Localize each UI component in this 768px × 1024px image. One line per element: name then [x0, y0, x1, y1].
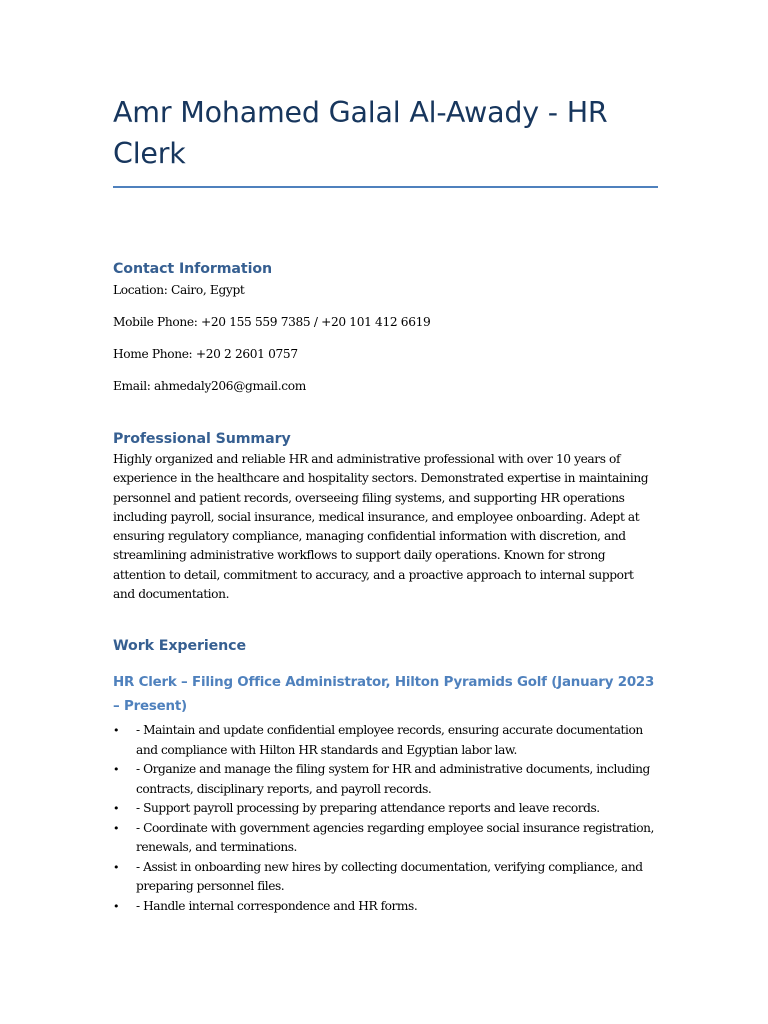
- contact-location: Location: Cairo, Egypt: [113, 283, 245, 297]
- bullet-icon: •: [113, 821, 120, 835]
- list-item: [113, 799, 658, 819]
- summary-text: Highly organized and reliable HR and administrative professional with over 10 years of experience in the healthcare and hospitality sectors. Demonstrated expertise in maintaining personnel and patient records, overseeing filing systems, and supporting HR operations including payroll, social insurance, medical insurance, and employee onboarding. Adept at ensuring regulatory compliance, managing confidential information with discretion, and streamlining administrative workflows to support daily operations. Known for strong attention to detail, commitment to accuracy, and a proactive approach to internal support and documentation.: [113, 452, 649, 602]
- bullet-text: - Coordinate with government agencies regarding employee social insurance registration, renewals, and terminations.: [136, 820, 654, 855]
- list-item: [113, 721, 658, 760]
- title-divider: [113, 186, 658, 188]
- resume-page: [113, 92, 658, 916]
- job-entry: [113, 671, 658, 916]
- list-item: [113, 819, 658, 858]
- list-item: [113, 897, 658, 917]
- bullet-icon: •: [113, 802, 120, 816]
- list-item: [113, 760, 658, 799]
- bullet-icon: •: [113, 860, 120, 874]
- bullet-icon: •: [113, 763, 120, 777]
- bullet-text: - Support payroll processing by preparing attendance reports and leave records.: [136, 801, 600, 816]
- bullet-text: - Handle internal correspondence and HR forms.: [136, 898, 418, 913]
- bullet-text: - Assist in onboarding new hires by collecting documentation, verifying compliance, and preparing personnel files.: [136, 859, 643, 894]
- contact-mobile: Mobile Phone: +20 155 559 7385 / +20 101 412 6619: [113, 315, 431, 329]
- contact-home: Home Phone: +20 2 2601 0757: [113, 347, 298, 361]
- bullet-icon: •: [113, 899, 120, 913]
- bullet-text: - Maintain and update confidential employee records, ensuring accurate documentation and compliance with Hilton HR standards and Egyptian labor law.: [136, 723, 643, 757]
- job-bullet-list: [113, 721, 658, 916]
- experience-heading: Work Experience: [113, 638, 246, 655]
- contact-heading: Contact Information: [113, 261, 272, 277]
- summary-heading: Professional Summary: [113, 431, 291, 447]
- list-item: [113, 858, 658, 897]
- bullet-icon: •: [113, 724, 120, 738]
- job-title: HR Clerk – Filing Office Administrator, Hilton Pyramids Golf (January 2023 – Present): [113, 675, 655, 715]
- document-title: Amr Mohamed Galal Al-Awady - HR Clerk: [113, 96, 608, 170]
- contact-email: Email: ahmedaly206@gmail.com: [113, 379, 306, 393]
- bullet-text: - Organize and manage the filing system for HR and administrative documents, including contracts, disciplinary reports, and payroll records.: [136, 762, 650, 796]
